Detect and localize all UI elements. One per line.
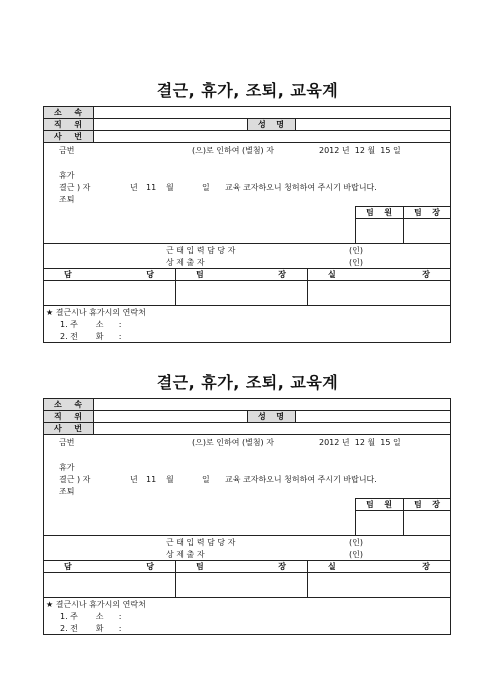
employee-no-label: 사 번 bbox=[54, 424, 82, 433]
divider bbox=[43, 305, 451, 306]
submitter-seal: (인) bbox=[349, 550, 363, 559]
request-date: 2012 년 12 월 15 일 bbox=[319, 146, 401, 155]
request-text: 교육 코자하오니 청허하여 주시기 바랍니다. bbox=[225, 475, 377, 484]
contact-address: 1. 주 소 : bbox=[60, 612, 122, 621]
divider bbox=[307, 268, 308, 305]
bottom-header-staff: 담 당 bbox=[64, 270, 154, 279]
name-label: 성 명 bbox=[258, 120, 284, 129]
position-label: 직 위 bbox=[54, 120, 82, 129]
divider bbox=[307, 560, 308, 597]
divider bbox=[355, 498, 356, 535]
leave-form-1 bbox=[0, 74, 495, 366]
type-vacation: 휴가 bbox=[59, 463, 75, 472]
contact-address: 1. 주 소 : bbox=[60, 320, 122, 329]
form-title: 결근, 휴가, 조퇴, 교육계 bbox=[156, 81, 339, 100]
contact-phone: 2. 전 화 : bbox=[60, 624, 122, 633]
divider bbox=[93, 106, 94, 142]
attendance-seal: (인) bbox=[349, 538, 363, 547]
period-day-unit: 일 bbox=[202, 183, 210, 192]
reason-prefix: 금번 bbox=[59, 146, 75, 155]
divider bbox=[43, 535, 451, 536]
divider bbox=[175, 560, 176, 597]
reason-text: (으)로 인하여 (별첨) 자 bbox=[192, 146, 274, 155]
affiliation-label: 소 속 bbox=[54, 108, 82, 117]
divider bbox=[355, 206, 356, 243]
reason-prefix: 금번 bbox=[59, 438, 75, 447]
divider bbox=[43, 280, 451, 281]
divider bbox=[355, 510, 451, 511]
divider bbox=[355, 498, 451, 499]
approval-member-label: 팀 원 bbox=[366, 208, 392, 217]
submitter-seal: (인) bbox=[349, 258, 363, 267]
divider bbox=[43, 560, 451, 561]
bottom-header-staff: 담 당 bbox=[64, 562, 154, 571]
divider bbox=[43, 597, 451, 598]
period-month-unit: 월 bbox=[166, 475, 174, 484]
divider bbox=[43, 434, 451, 435]
request-text: 교육 코자하오니 청허하여 주시기 바랍니다. bbox=[225, 183, 377, 192]
period-year-unit: 년 bbox=[130, 475, 138, 484]
form-title: 결근, 휴가, 조퇴, 교육계 bbox=[156, 373, 339, 392]
affiliation-label: 소 속 bbox=[54, 400, 82, 409]
reason-text: (으)로 인하여 (별첨) 자 bbox=[192, 438, 274, 447]
bottom-header-team-leader: 팀 장 bbox=[196, 270, 286, 279]
divider bbox=[43, 243, 451, 244]
divider bbox=[43, 142, 451, 143]
request-date: 2012 년 12 월 15 일 bbox=[319, 438, 401, 447]
divider bbox=[355, 218, 451, 219]
name-label: 성 명 bbox=[258, 412, 284, 421]
divider bbox=[43, 422, 451, 423]
divider bbox=[43, 268, 451, 269]
position-label: 직 위 bbox=[54, 412, 82, 421]
bottom-header-office-head: 실 장 bbox=[328, 270, 430, 279]
period-year-unit: 년 bbox=[130, 183, 138, 192]
bottom-header-office-head: 실 장 bbox=[328, 562, 430, 571]
type-early-leave: 조퇴 bbox=[59, 195, 75, 204]
contact-phone: 2. 전 화 : bbox=[60, 332, 122, 341]
divider bbox=[43, 572, 451, 573]
submitter-label: 상 제 출 자 bbox=[166, 258, 205, 267]
approval-leader-label: 팀 장 bbox=[414, 208, 440, 217]
approval-leader-label: 팀 장 bbox=[414, 500, 440, 509]
employee-no-label: 사 번 bbox=[54, 132, 82, 141]
divider bbox=[355, 206, 451, 207]
divider bbox=[403, 206, 404, 243]
type-vacation: 휴가 bbox=[59, 171, 75, 180]
divider bbox=[93, 398, 94, 434]
type-early-leave: 조퇴 bbox=[59, 487, 75, 496]
divider bbox=[43, 130, 451, 131]
attendance-officer-label: 근 태 입 력 담 당 자 bbox=[166, 246, 236, 255]
type-absence: 결근 ) 자 bbox=[59, 475, 91, 484]
divider bbox=[295, 410, 296, 422]
divider bbox=[247, 410, 248, 422]
period-month: 11 bbox=[146, 183, 157, 192]
divider bbox=[247, 118, 248, 130]
bottom-header-team-leader: 팀 장 bbox=[196, 562, 286, 571]
leave-form-2 bbox=[0, 366, 495, 658]
period-month-unit: 월 bbox=[166, 183, 174, 192]
period-month: 11 bbox=[146, 475, 157, 484]
period-day-unit: 일 bbox=[202, 475, 210, 484]
approval-member-label: 팀 원 bbox=[366, 500, 392, 509]
attendance-seal: (인) bbox=[349, 246, 363, 255]
divider bbox=[403, 498, 404, 535]
type-absence: 결근 ) 자 bbox=[59, 183, 91, 192]
attendance-officer-label: 근 태 입 력 담 당 자 bbox=[166, 538, 236, 547]
divider bbox=[295, 118, 296, 130]
contact-title: ★ 결근시나 휴가시의 연락처 bbox=[46, 600, 146, 609]
contact-title: ★ 결근시나 휴가시의 연락처 bbox=[46, 308, 146, 317]
submitter-label: 상 제 출 자 bbox=[166, 550, 205, 559]
divider bbox=[175, 268, 176, 305]
